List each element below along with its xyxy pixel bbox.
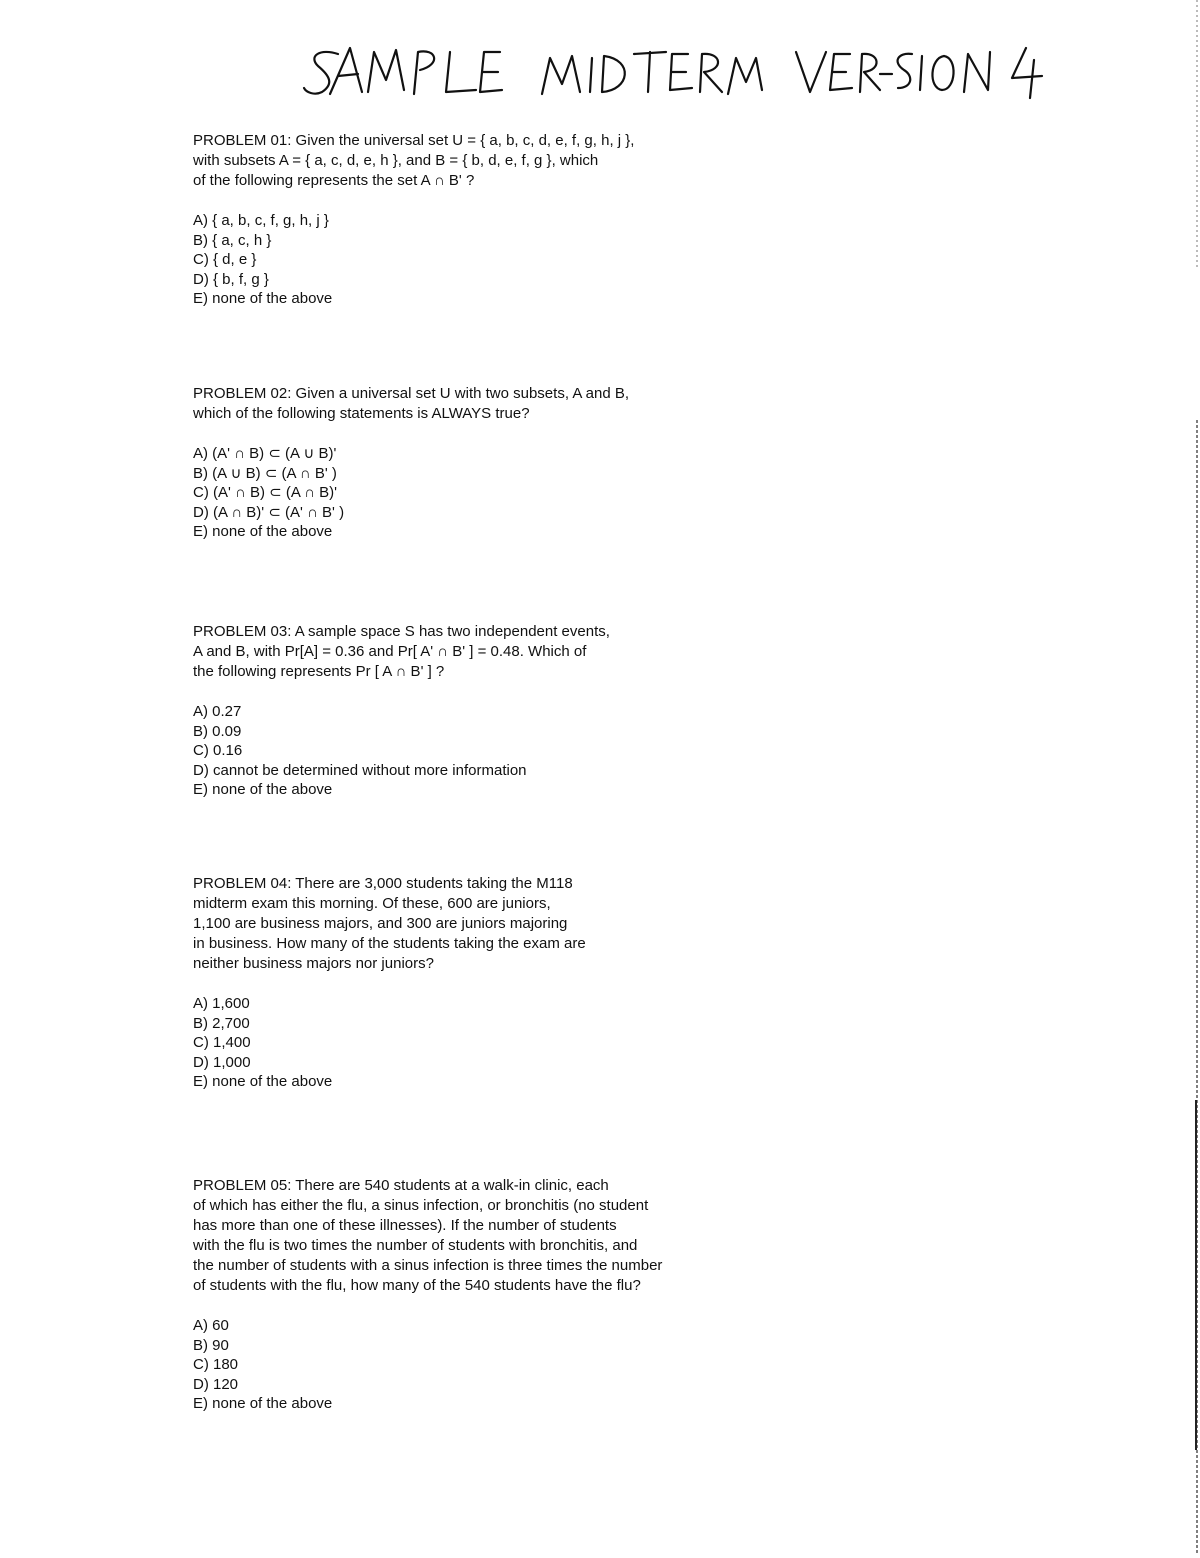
scan-edge-artifact xyxy=(1194,0,1200,1553)
problem-03-stem: PROBLEM 03: A sample space S has two independent events, A and B, with Pr[A] = 0.36 and Pr[ A' ∩ B' ] = 0.48. Which of the following represents Pr [ A ∩ B' ] ? xyxy=(193,623,610,680)
problem-05-stem: PROBLEM 05: There are 540 students at a walk-in clinic, each of which has either the flu, a sinus infection, or bronchitis (no student has more than one of these illnesses). If the number of students with the flu is two times the number of students with bronchitis, and the number of students with a sinus infection is three times the number of students with the flu, how many of the 540 students have the flu? xyxy=(193,1177,663,1294)
option-e: E) none of the above xyxy=(193,523,333,540)
option-b: B) (A ∪ B) ⊂ (A ∩ B' ) xyxy=(193,464,337,482)
option-e: E) none of the above xyxy=(193,1073,333,1090)
problem-02-stem: PROBLEM 02: Given a universal set U with two subsets, A and B, which of the following statements is ALWAYS true? xyxy=(193,385,630,422)
option-e: E) none of the above xyxy=(193,1395,333,1412)
option-d: D) (A ∩ B)' ⊂ (A' ∩ B' ) xyxy=(193,503,345,521)
option-c: C) 1,400 xyxy=(193,1034,251,1051)
problem-01 xyxy=(193,131,753,309)
option-b: B) { a, c, h } xyxy=(193,231,272,249)
option-d: D) 1,000 xyxy=(193,1053,251,1071)
scan-edge-lines xyxy=(1194,0,1200,1553)
problem-05-options xyxy=(193,1316,753,1414)
problem-03 xyxy=(193,622,753,800)
option-c: C) { d, e } xyxy=(193,251,257,268)
option-d: D) cannot be determined without more information xyxy=(193,761,527,779)
problem-04 xyxy=(193,874,753,1092)
option-e: E) none of the above xyxy=(193,290,333,307)
option-a: A) 0.27 xyxy=(193,703,242,720)
option-b: B) 90 xyxy=(193,1336,229,1354)
problem-04-options xyxy=(193,994,753,1092)
problem-03-options xyxy=(193,702,753,800)
option-d: D) 120 xyxy=(193,1375,239,1393)
handwritten-title xyxy=(300,34,1060,104)
option-c: C) (A' ∩ B) ⊂ (A ∩ B)' xyxy=(193,484,338,501)
problem-02-options xyxy=(193,444,753,542)
option-b: B) 0.09 xyxy=(193,722,242,740)
option-e: E) none of the above xyxy=(193,781,333,798)
option-a: A) (A' ∩ B) ⊂ (A ∪ B)' xyxy=(193,445,337,462)
option-a: A) 60 xyxy=(193,1317,229,1334)
problem-01-stem: PROBLEM 01: Given the universal set U = { a, b, c, d, e, f, g, h, j }, with subsets A = { a, c, d, e, h }, and B = { b, d, e, f, g }, which of the following represents the set A ∩ B' ? xyxy=(193,132,635,189)
problem-01-options xyxy=(193,211,753,309)
option-c: C) 180 xyxy=(193,1356,239,1373)
handwritten-title-drawing xyxy=(300,34,1060,104)
option-a: A) { a, b, c, f, g, h, j } xyxy=(193,212,329,229)
problem-02 xyxy=(193,384,753,542)
option-a: A) 1,600 xyxy=(193,995,250,1012)
option-c: C) 0.16 xyxy=(193,742,243,759)
problem-04-stem: PROBLEM 04: There are 3,000 students taking the M118 midterm exam this morning. Of these, 600 are juniors, 1,100 are business majors, and 300 are juniors majoring in business. How many of the students taking the exam are neither business majors nor juniors? xyxy=(193,875,586,972)
option-b: B) 2,700 xyxy=(193,1014,250,1032)
problem-05 xyxy=(193,1176,753,1414)
option-d: D) { b, f, g } xyxy=(193,270,269,288)
